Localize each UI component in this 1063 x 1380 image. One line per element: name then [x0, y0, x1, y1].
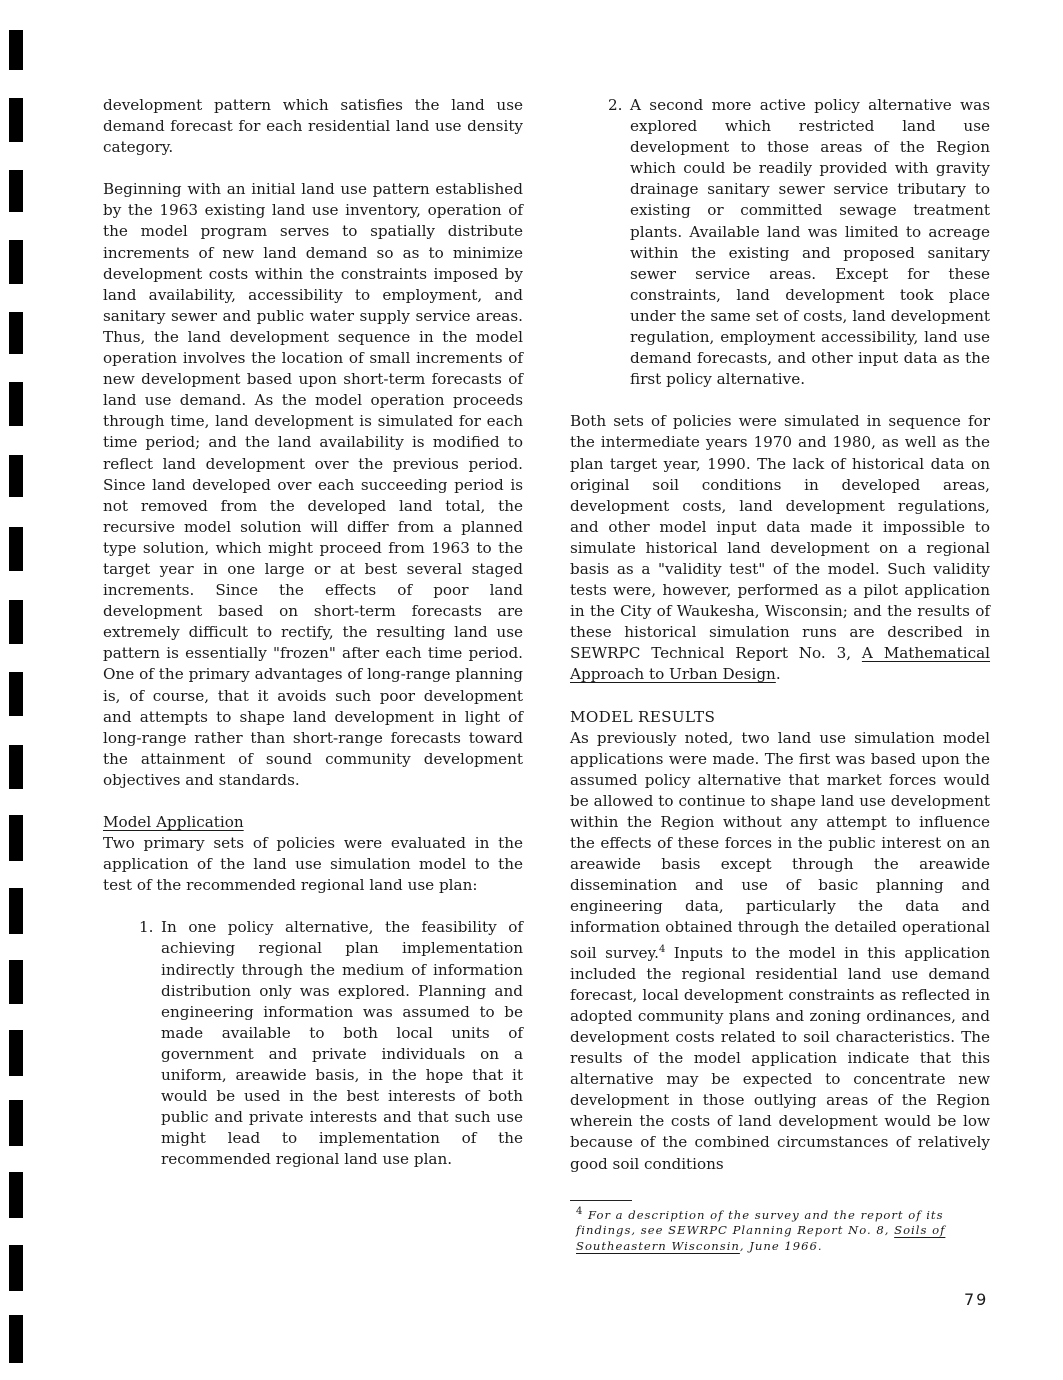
binding-mark: [9, 455, 23, 497]
binding-mark: [9, 960, 23, 1004]
list-text: In one policy alternative, the feasibility of achieving regional plan implementation indirectly through the medium of information distribution only was explored. Planning and engineering information was assumed to be made available to both local units of government and private individuals on a uniform, areawide basis, in the hope that it would be used in the best interests of both public and private interests and that such use might lead to implementation of the recommended regional land use plan.: [161, 918, 523, 1169]
paragraph-continuation: development pattern which satisfies the land use demand forecast for each residential land use density category.: [103, 96, 523, 157]
page-number: 79: [964, 1290, 989, 1309]
subheading-model-application: Model Application: [103, 813, 244, 831]
paragraph-policy-sets: Two primary sets of policies were evaluated in the application of the land use simulation model to the test of the recommended regional land use plan:: [103, 834, 523, 895]
binding-mark: [9, 170, 23, 212]
binding-mark: [9, 1030, 23, 1076]
paragraph-model-results: As previously noted, two land use simulation model applications were made. The first was based upon the assumed policy alternative that market forces would be allowed to continue to shape land use development within the Region without any attempt to influence the effects of these forces in the public interest on an areawide basis except through the areawide dissemination and use of basic planning and engineering data, particularly the data and information obtained through the detailed operational soil survey.$^4$ Inputs to the model in this application included the regional residential land use demand forecast, local development constraints as reflected in adopted community plans and zoning ordinances, and development costs related to soil characteristics. The results of the model application indicate that this alternative may be expected to concentrate new development in those outlying areas of the Region wherein the costs of land development would be low because of the combined circumstances of relatively good soil conditions: [570, 728, 990, 1173]
left-column: [103, 95, 523, 1171]
footnote: $^4$ For a description of the survey and the report of its findings, see SEWRPC Planning Report No. 8, Soils of Southeastern Wisconsin, June 1966.: [576, 1206, 946, 1253]
footnote-divider: [570, 1200, 632, 1201]
binding-mark: [9, 1100, 23, 1146]
footnote-marker: 4: [576, 1206, 584, 1217]
binding-mark: [9, 240, 23, 284]
report-title: A Mathematical Approach to Urban Design: [570, 644, 991, 684]
list-item-policy-1: [139, 917, 523, 1170]
binding-mark: [9, 600, 23, 644]
paragraph-model-operation: Beginning with an initial land use pattern established by the 1963 existing land use inventory, operation of the model program serves to spatially distribute increments of new land demand so as to minimize development costs within the constraints imposed by land availability, accessibility to employment, and sanitary sewer and public water supply service areas. Thus, the land development sequence in the model operation involves the location of small increments of new development based upon short-term forecasts of land use demand. As the model operation proceeds through time, land development is simulated for each time period; and the land availability is modified to reflect land development over the previous period. Since land developed over each succeeding period is not removed from the developed land total, the recursive model solution will differ from a planned type solution, which might proceed from 1963 to the target year in one large or at best several staged increments. Since the effects of poor land development based on short-term forecasts are extremely difficult to rectify, the resulting land use pattern is essentially "frozen" after each time period. One of the primary advantages of long-range planning is, of course, that it avoids such poor development and attempts to shape land development in light of long-range rather than short-range forecasts toward the attainment of sound community development objectives and standards.: [103, 180, 523, 789]
paragraph-simulation-sequence: Both sets of policies were simulated in sequence for the intermediate years 1970 and 1980, as well as the plan target year, 1990. The lack of historical data on original soil conditions in developed areas, development costs, land development regulations, and other model input data made it impossible to simulate historical land development on a regional basis as a "validity test" of the model. Such validity tests were, however, performed as a pilot application in the City of Waukesha, Wisconsin; and the results of these historical simulation runs are described in SEWRPC Technical Report No. 3, A Mathematical Approach to Urban Design.: [570, 412, 991, 684]
binding-mark: [9, 1172, 23, 1218]
list-number: 2.: [608, 96, 623, 114]
list-text: A second more active policy alternative was explored which restricted land use development to those areas of the Region which could be readily provided with gravity drainage sanitary sewer service tributary to existing or committed sewage treatment plants. Available land was limited to acreage within the existing and proposed sanitary sewer service areas. Except for these constraints, land development took place under the same set of costs, land development regulation, employment accessibility, land use demand forecasts, and other input data as the first policy alternative.: [630, 96, 990, 389]
right-column: [570, 95, 990, 1175]
list-number: 1.: [139, 918, 154, 937]
binding-mark: [9, 98, 23, 142]
binding-mark: [9, 30, 23, 70]
binding-mark: [9, 1315, 23, 1363]
footnote-reference: 4: [658, 943, 666, 955]
heading-model-results: MODEL RESULTS: [570, 707, 716, 726]
binding-mark: [9, 1245, 23, 1291]
binding-mark: [9, 815, 23, 861]
binding-mark: [9, 312, 23, 354]
binding-marks: [9, 0, 23, 1380]
binding-mark: [9, 382, 23, 426]
binding-mark: [9, 745, 23, 789]
binding-mark: [9, 888, 23, 934]
binding-mark: [9, 672, 23, 716]
list-item-policy-2: [608, 95, 990, 390]
binding-mark: [9, 527, 23, 571]
footnote-title: Soils of Southeastern Wisconsin: [576, 1223, 946, 1253]
